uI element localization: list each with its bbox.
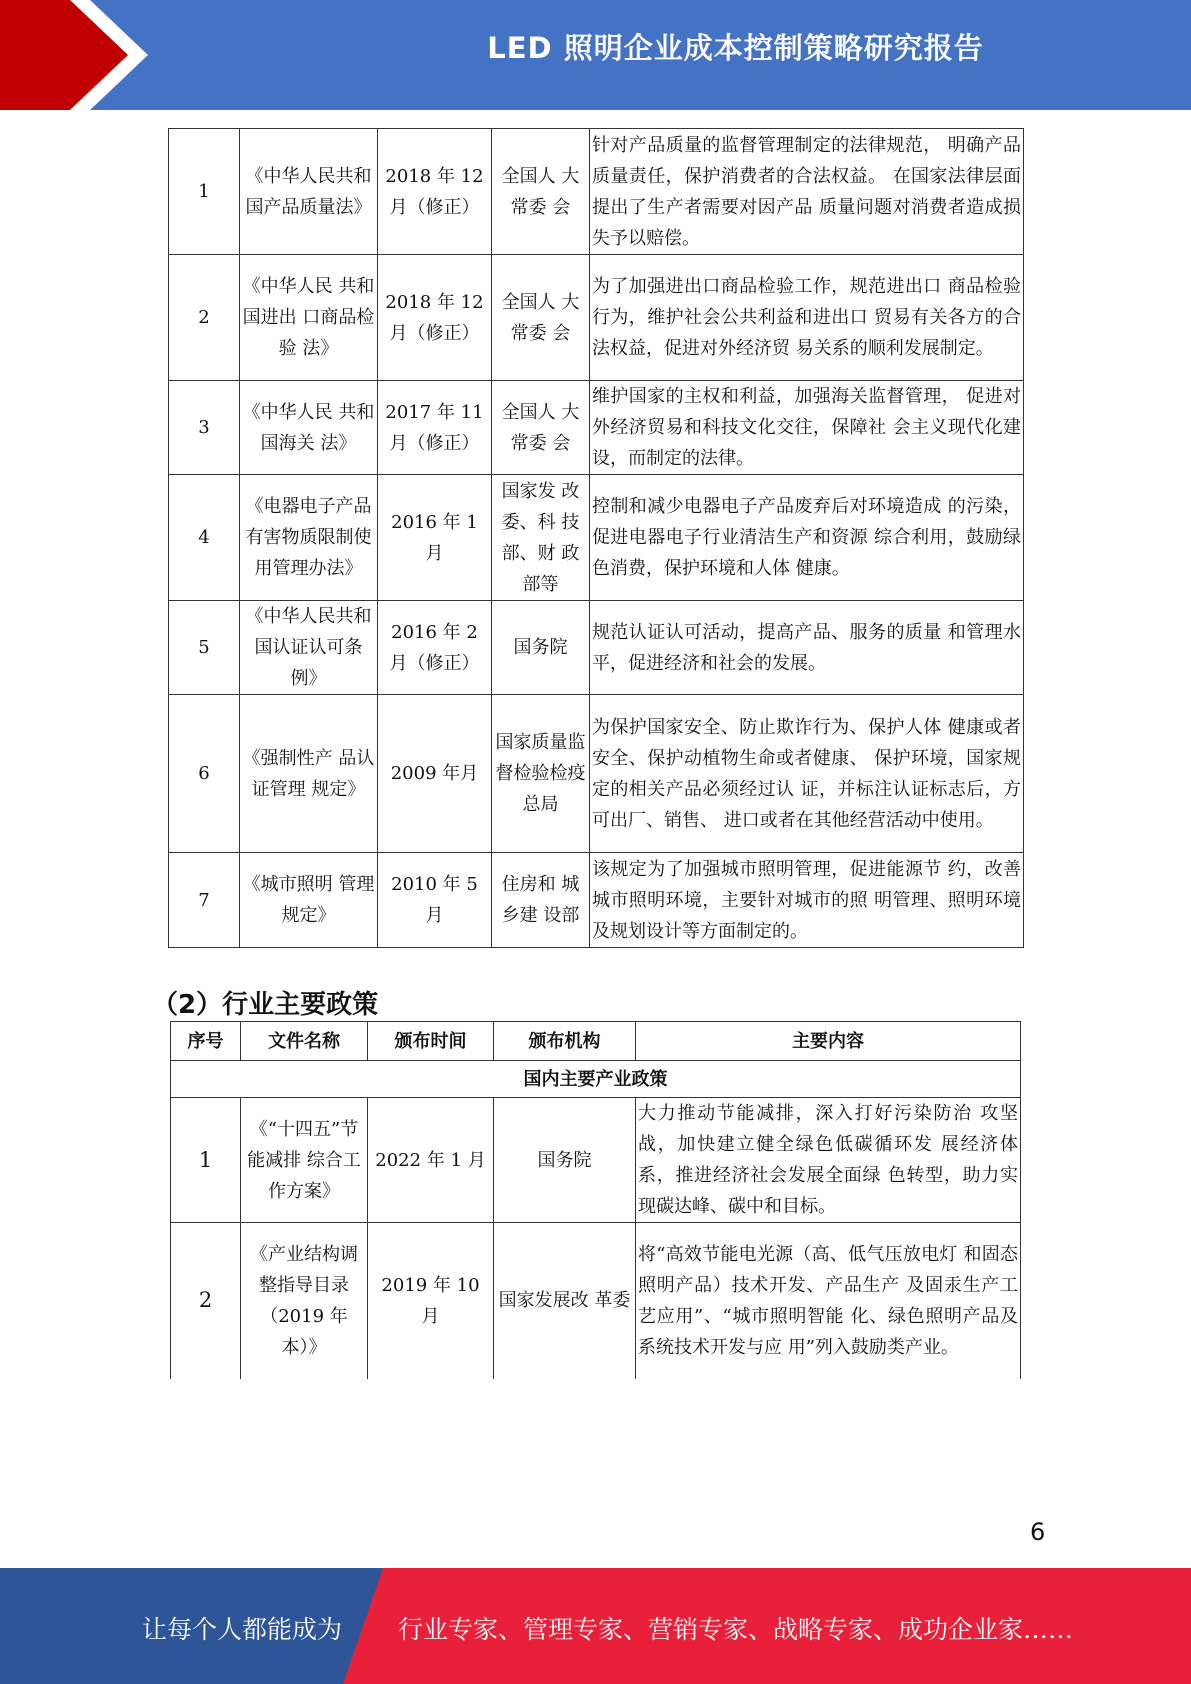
column-header-number: 序号 bbox=[171, 1022, 241, 1061]
document-name: 《城市照明 管理规定》 bbox=[240, 853, 378, 948]
page-footer bbox=[0, 1568, 1191, 1684]
table-row bbox=[169, 255, 1024, 381]
main-content: 为了加强进出口商品检验工作，规范进出口 商品检验行为，维护社会公共利益和进出口 贸易有关各方的合法权益，促进对外经济贸 易关系的顺利发展制定。 bbox=[590, 255, 1024, 381]
section-heading: （2）行业主要政策 bbox=[152, 990, 379, 1020]
issue-date: 2010 年 5 月 bbox=[378, 853, 492, 948]
row-number: 6 bbox=[169, 695, 240, 853]
issue-date: 2018 年 12 月（修正） bbox=[378, 255, 492, 381]
main-content: 该规定为了加强城市照明管理，促进能源节 约，改善城市照明环境，主要针对城市的照 明管理、照明环境及规划设计等方面制定的。 bbox=[590, 853, 1024, 948]
document-name: 《中华人民共和国认证认可条例》 bbox=[240, 601, 378, 695]
group-label: 国内主要产业政策 bbox=[171, 1061, 1021, 1098]
issue-date: 2022 年 1 月 bbox=[368, 1098, 494, 1223]
main-content: 针对产品质量的监督管理制定的法律规范， 明确产品质量责任，保护消费者的合法权益。 在国家法律层面提出了生产者需要对因产品 质量问题对消费者造成损失予以赔偿。 bbox=[590, 129, 1024, 255]
column-header-content: 主要内容 bbox=[636, 1022, 1021, 1061]
report-title: LED 照明企业成本控制策略研究报告 bbox=[487, 31, 984, 65]
table-row bbox=[171, 1223, 1021, 1379]
document-name: 《中华人民 共和国海关 法》 bbox=[240, 381, 378, 475]
row-number: 7 bbox=[169, 853, 240, 948]
table-row bbox=[169, 381, 1024, 475]
footer-slogan-right: 行业专家、管理专家、营销专家、战略专家、成功企业家…… bbox=[398, 1615, 1074, 1644]
document-name: 《电器电子产品有害物质限制使用管理办法》 bbox=[240, 475, 378, 601]
main-content: 规范认证认可活动，提高产品、服务的质量 和管理水平，促进经济和社会的发展。 bbox=[590, 601, 1024, 695]
issuing-body: 国家质量监督检验检疫总局 bbox=[492, 695, 590, 853]
issuing-body: 全国人 大常委 会 bbox=[492, 129, 590, 255]
issue-date: 2009 年月 bbox=[378, 695, 492, 853]
document-name: 《中华人民共和国产品质量法》 bbox=[240, 129, 378, 255]
footer-slogan-left: 让每个人都能成为 bbox=[142, 1615, 343, 1644]
column-header-org: 颁布机构 bbox=[494, 1022, 636, 1061]
page-number: 6 bbox=[1030, 1518, 1046, 1546]
table-header-row bbox=[171, 1022, 1021, 1061]
issue-date: 2016 年 2 月（修正） bbox=[378, 601, 492, 695]
issuing-body: 住房和 城乡建 设部 bbox=[492, 853, 590, 948]
row-number: 1 bbox=[171, 1098, 241, 1223]
row-number: 1 bbox=[169, 129, 240, 255]
table-row bbox=[169, 695, 1024, 853]
row-number: 2 bbox=[171, 1223, 241, 1379]
main-content: 将“高效节能电光源（高、低气压放电灯 和固态照明产品）技术开发、产品生产 及固汞生产工艺应用”、“城市照明智能 化、绿色照明产品及系统技术开发与应 用”列入鼓励类产业。 bbox=[636, 1223, 1021, 1379]
document-name: 《强制性产 品认证管理 规定》 bbox=[240, 695, 378, 853]
issue-date: 2018 年 12 月（修正） bbox=[378, 129, 492, 255]
table-row bbox=[169, 475, 1024, 601]
table-row bbox=[169, 129, 1024, 255]
main-content: 为保护国家安全、防止欺诈行为、保护人体 健康或者安全、保护动植物生命或者健康、 保护环境，国家规定的相关产品必须经过认 证，并标注认证标志后，方可出厂、销售、 进口或者在其他经营活动中使用。 bbox=[590, 695, 1024, 853]
issuing-body: 国务院 bbox=[492, 601, 590, 695]
table-row bbox=[169, 853, 1024, 948]
row-number: 2 bbox=[169, 255, 240, 381]
issuing-body: 国家发 改委、科 技部、财 政部等 bbox=[492, 475, 590, 601]
table-row bbox=[169, 601, 1024, 695]
issue-date: 2016 年 1 月 bbox=[378, 475, 492, 601]
main-content: 控制和减少电器电子产品废弃后对环境造成 的污染，促进电器电子行业清洁生产和资源 综合利用，鼓励绿色消费，保护环境和人体 健康。 bbox=[590, 475, 1024, 601]
column-header-name: 文件名称 bbox=[241, 1022, 368, 1061]
main-content: 维护国家的主权和利益，加强海关监督管理， 促进对外经济贸易和科技文化交往，保障社 会主义现代化建设，而制定的法律。 bbox=[590, 381, 1024, 475]
document-name: 《中华人民 共和国进出 口商品检验 法》 bbox=[240, 255, 378, 381]
issuing-body: 国家发展改 革委 bbox=[494, 1223, 636, 1379]
group-row bbox=[171, 1061, 1021, 1098]
row-number: 5 bbox=[169, 601, 240, 695]
issuing-body: 全国人 大常委 会 bbox=[492, 255, 590, 381]
issuing-body: 全国人 大常委 会 bbox=[492, 381, 590, 475]
table-row bbox=[171, 1098, 1021, 1223]
column-header-time: 颁布时间 bbox=[368, 1022, 494, 1061]
page-header bbox=[0, 0, 1191, 110]
industry-policy-table bbox=[170, 1021, 1021, 1379]
row-number: 3 bbox=[169, 381, 240, 475]
row-number: 4 bbox=[169, 475, 240, 601]
laws-table bbox=[168, 128, 1024, 948]
issuing-body: 国务院 bbox=[494, 1098, 636, 1223]
main-content: 大力推动节能减排，深入打好污染防治 攻坚战，加快建立健全绿色低碳循环发 展经济体系，推进经济社会发展全面绿 色转型，助力实现碳达峰、碳中和目标。 bbox=[636, 1098, 1021, 1223]
document-name: 《“十四五”节能减排 综合工作方案》 bbox=[241, 1098, 368, 1223]
issue-date: 2019 年 10 月 bbox=[368, 1223, 494, 1379]
issue-date: 2017 年 11 月（修正） bbox=[378, 381, 492, 475]
document-name: 《产业结构调整指导目录（2019 年本）》 bbox=[241, 1223, 368, 1379]
